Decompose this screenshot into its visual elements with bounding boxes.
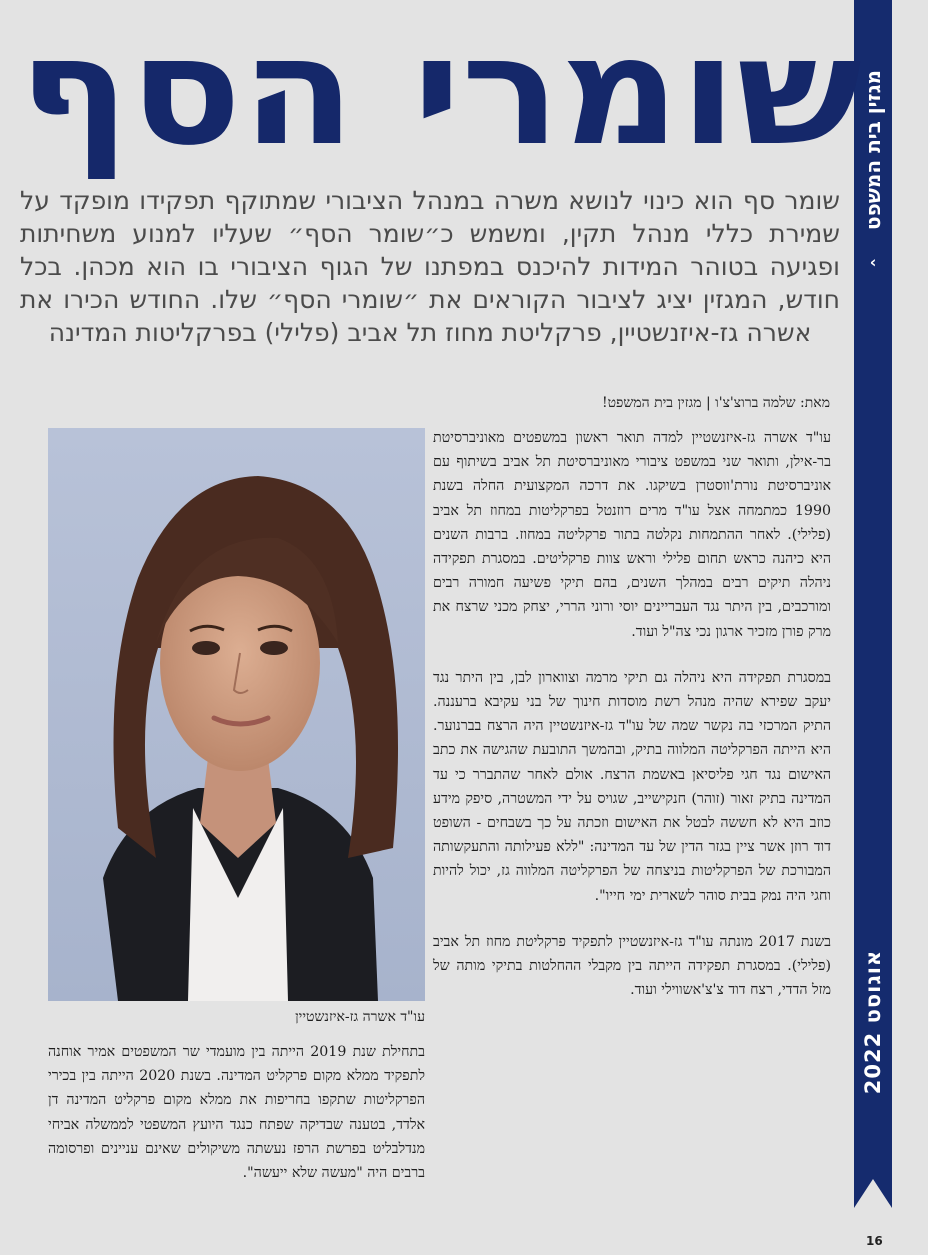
- page-title: שומרי הסף: [18, 5, 862, 179]
- article-paragraph: עו"ד אשרה גז-איזנשטיין למדה תואר ראשון במשפטים מאוניברסיטת בר-אילן, ותואר שני במשפט ציבורי מאוניברסיטת תל אביב בשיתוף עם אוניברסיטת נורת'ווסטרן בשיקגו. את דרכה המקצועית החלה בשנת 1990 כמתמחה אצל עו"ד מרים רוזנטל בפרקליטות במחוז תל אביב (פלילי). לאחר ההתמחות נקלטה בתור פרקליטה במחוז. ברבות השנים היא כיהנה כראש תחום פלילי וראש צוות פרקליטים. במסגרת תפקידה ניהלה תיקים רבים במהלך השנים, בהם תיקי פשיעה חמורה רבים ומורכבים, בין היתר נגד העבריינים יוסי ורוני הררי, יצחק מכני שרצח את מרק פורן מזכיר ארגון נכי צה"ל ועוד.: [433, 430, 831, 640]
- article-paragraph: בתחילת שנת 2019 הייתה בין מועמדי שר המשפטים אמיר אוחנה לתפקיד ממלא מקום פרקליט המדינה. בשנת 2020 הייתה בין בכירי הפרקליטות שתקפו בחריפות את ממלא מקום פרקליט המדינה דן אלדד, בטענה שבדיקה שפתח כנגד היועץ המשפטי לממשלה אביחי מנדלבליט בפרשת הרפז נעשתה משיקולים שאינם עניינים ופרסומה ברבים היה "מעשה שלא ייעשה".: [48, 1044, 425, 1182]
- article-paragraph: בשנת 2017 מונתה עו"ד גז-איזנשטיין לתפקיד פרקליטת מחוז תל אביב (פלילי). במסגרת תפקידה הייתה בין מקבלי ההחלטות בתיקי מותה של מזל הדדי, רצח דוד צ'צ'אשווילי ועוד.: [433, 933, 831, 999]
- lead-paragraph: שומר סף הוא כינוי לנושא משרה במנהל הציבורי שמתוקף תפקידו מופקד על שמירת כללי מנהל תקין, ומשמש כ״שומר הסף״ שעליו למנוע משחיתות ופגיעה בטוהר המידות להיכנס במפתנו של הגוף הציבורי בו הוא מכהן. בכל חודש, המגזין יציג לציבור הקוראים את ״שומרי הסף״ שלו. החודש הכירו את אשרה גז-איזנשטיין, פרקליטת מחוז תל אביב (פלילי) בפרקליטות המדינה: [20, 186, 840, 347]
- article-paragraph: במסגרת תפקידה היא ניהלה גם תיקי מרמה וצווארון לבן, בין היתר נגד יעקב שפירא שהיה מנהל רשת מוסדות חינוך של בני עקיבא ברעננה. התיק המרכזי בה נקשר שמה של עו"ד גז-איזנשטיין היה הרצח בברנוער. היא הייתה הפרקליטה המלווה בתיק, ובהמשך התובעת שהגישה את כתב האישום נגד חגי פליסיאן באשמת הרצח. אולם לאחר שהתברר כי עד המדינה בתיק זאור (זוהר) חנקישייב, שגויס על ידי המשטרה, סיפק מידע כוזב היא לא חששה לבטל את האישום וזכתה על כך בשבחים - השופט דוד רוזן אשר ציין בגזר הדין של עד המדינה: "ללא פעילותה והתעקשותה המבורכת של הפרקליטות בניצחה של הפרקליטה המלווה גז, יכול להיות וחגי היה נמק בבית סוהר לשארית ימי חייו".: [433, 669, 831, 904]
- chevron-left-icon: ‹: [869, 252, 877, 272]
- article-right-column: [433, 426, 831, 1024]
- issue-date: אוגוסט 2022: [861, 949, 885, 1095]
- portrait-photo: [48, 428, 425, 1001]
- page-number: 16: [866, 1234, 883, 1248]
- byline: מאת: שלמה ברוצ'צ'ו | מגזין בית המשפט!: [601, 395, 830, 411]
- photo-caption: עו"ד אשרה גז-איזנשטיין: [295, 1009, 425, 1025]
- article-left-column: [48, 1040, 425, 1207]
- magazine-name: מגזין בית המשפט: [861, 70, 885, 230]
